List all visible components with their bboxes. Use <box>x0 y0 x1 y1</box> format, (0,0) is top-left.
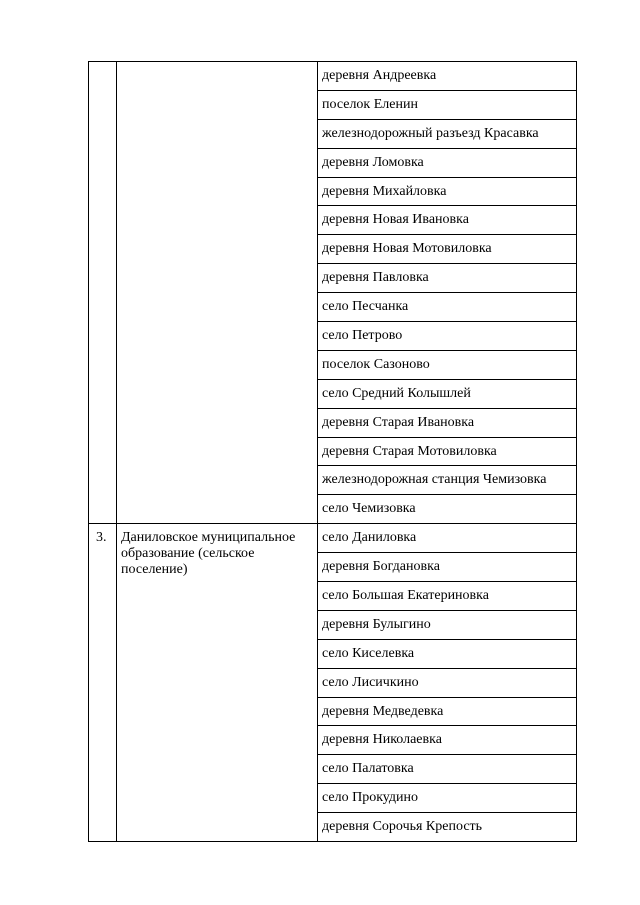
settlement-name: деревня Андреевка <box>318 62 577 91</box>
settlement-name: село Прокудино <box>318 784 577 813</box>
settlement-name: деревня Булыгино <box>318 610 577 639</box>
settlement-name: деревня Старая Мотовиловка <box>318 437 577 466</box>
settlement-name: село Средний Колышлей <box>318 379 577 408</box>
settlement-name: деревня Павловка <box>318 264 577 293</box>
settlement-name: село Лисичкино <box>318 668 577 697</box>
settlements-table <box>88 61 577 842</box>
settlement-name: железнодорожная станция Чемизовка <box>318 466 577 495</box>
row-number: 3. <box>89 524 117 842</box>
settlement-name: деревня Старая Ивановка <box>318 408 577 437</box>
settlement-name: деревня Николаевка <box>318 726 577 755</box>
settlement-name: село Петрово <box>318 322 577 351</box>
settlement-name: деревня Богдановка <box>318 553 577 582</box>
settlement-name: деревня Ломовка <box>318 148 577 177</box>
settlement-name: село Чемизовка <box>318 495 577 524</box>
settlement-name: деревня Новая Ивановка <box>318 206 577 235</box>
table-row <box>89 62 577 91</box>
settlement-name: село Даниловка <box>318 524 577 553</box>
settlement-name: деревня Новая Мотовиловка <box>318 235 577 264</box>
municipality-name <box>117 62 318 524</box>
settlement-name: деревня Михайловка <box>318 177 577 206</box>
settlement-name: деревня Медведевка <box>318 697 577 726</box>
settlement-name: поселок Сазоново <box>318 350 577 379</box>
settlement-name: село Палатовка <box>318 755 577 784</box>
settlement-name: село Песчанка <box>318 293 577 322</box>
settlement-name: село Киселевка <box>318 639 577 668</box>
settlement-name: железнодорожный разъезд Красавка <box>318 119 577 148</box>
settlement-name: поселок Еленин <box>318 90 577 119</box>
municipality-name: Даниловское муниципальное образование (сельское поселение) <box>117 524 318 842</box>
settlement-name: деревня Сорочья Крепость <box>318 813 577 842</box>
table-row <box>89 524 577 553</box>
settlement-name: село Большая Екатериновка <box>318 582 577 611</box>
row-number <box>89 62 117 524</box>
settlements-table-body <box>89 62 577 842</box>
